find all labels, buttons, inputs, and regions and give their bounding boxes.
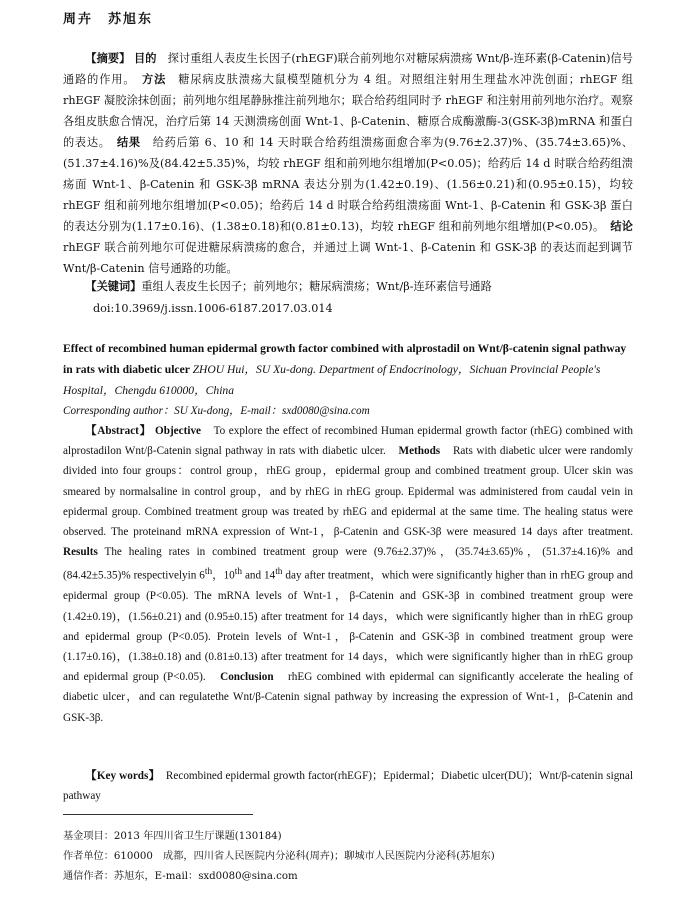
keywords-cn	[63, 276, 633, 297]
abstract-en-results-c: and 14	[242, 570, 276, 583]
abstract-en-objective: To explore the effect of recombined Human epidermal growth factor (rhEG) combined with alprostadilon Wnt/β-Catenin signal pathway in rats with diabetic ulcer.	[63, 425, 634, 458]
keywords-en-tag: 【Key words】	[85, 770, 155, 782]
english-title-text: Effect of recombined human epidermal growth factor combined with alprostadil on Wnt/β-catenin signal pathway in rats with diabetic ulcer	[63, 342, 627, 376]
abstract-cn-methods-label: 方法	[141, 72, 167, 86]
abstract-cn-tag: 【摘要】	[85, 51, 131, 65]
abstract-en-methods-label: Methods	[398, 445, 441, 458]
abstract-cn	[63, 48, 633, 279]
keywords-cn-tag: 【关键词】	[85, 279, 142, 293]
abstract-en-tag: 【Abstract】	[85, 425, 152, 437]
abstract-cn-objective: 探讨重组人表皮生长因子(rhEGF)联合前列地尔对糖尿病溃疡 Wnt/β-连环素(β-Catenin)信号通路的作用。	[63, 52, 633, 86]
keywords-cn-text: 重组人表皮生长因子；前列地尔；糖尿病溃疡；Wnt/β-连环素信号通路	[141, 280, 492, 293]
keywords-en-text: Recombined epidermal growth factor(rhEGF)；Epidermal；Diabetic ulcer(DU)；Wnt/β-catenin signal pathway	[63, 770, 633, 803]
english-authors: ZHOU Hui，SU Xu-dong. Department of Endocrinology，Sichuan Provincial People's Hospital，Chengdu 610000，China	[63, 363, 601, 397]
abstract-cn-objective-label: 目的	[134, 51, 157, 65]
doi-line: doi:10.3969/j.issn.1006-6187.2017.03.014	[93, 302, 333, 315]
superscript-th-2: th	[234, 567, 243, 578]
abstract-en-results-b: ，10	[212, 570, 235, 583]
abstract-en	[63, 421, 633, 728]
abstract-cn-results-label: 结果	[116, 135, 141, 149]
footnote-affiliation: 作者单位：610000 成都，四川省人民医院内分泌科(周卉)；聊城市人民医院内分泌科(苏旭东)	[63, 851, 495, 862]
abstract-en-objective-label: Objective	[155, 425, 202, 437]
abstract-cn-methods: 糖尿病皮肤溃疡大鼠模型随机分为 4 组。对照组注射用生理盐水冲洗创面；rhEGF 组 rhEGF 凝胶涂抹创面；前列地尔组尾静脉推注前列地尔；联合给药组同时予 rhEGF 和注射用前列地尔治疗。观察各组皮肤愈合情况，治疗后第 14 天测溃疡创面 Wnt-1、β-Catenin、糖原合成酶激酶-3(GSK-3β)mRNA 和蛋白的表达。	[63, 73, 633, 149]
abstract-cn-conclusion-label: 结论	[610, 219, 633, 233]
english-title	[63, 338, 633, 401]
abstract-en-methods: Rats with diabetic ulcer were randomly divided into four groups：control group，rhEG group，epidermal group and combined treatment group. Ulcer skin was smeared by normalsaline in control group，and by rhEG in rhEG group. Epidermal was administered from caudal vein in epidermal group. Combined treatment group was treated by rhEG and epidermal at the same time. The healing status were observed. The proteinand mRNA expression of Wnt-1，β-Catenin and GSK-3β were measured 14 days after treatment.	[63, 445, 633, 539]
abstract-cn-conclusion: rhEGF 联合前列地尔可促进糖尿病溃疡的愈合，并通过上调 Wnt-1、β-Catenin 和 GSK-3β 的表达而起到调节 Wnt/β-Catenin 信号通路的功能。	[63, 241, 633, 275]
corresponding-author-en: Corresponding author：SU Xu-dong，E-mail：sxd0080@sina.com	[63, 405, 370, 417]
abstract-cn-results: 给药后第 6、10 和 14 天时联合给药组溃疡面愈合率为(9.76±2.37)%、(35.74±3.65)%、(51.37±4.16)%及(84.42±5.35)%，均较 rhEGF 组和前列地尔组增加(P<0.05)；给药后 14 d 时联合给药组溃疡面 Wnt-1、β-Catenin 和 GSK-3β mRNA 表达分别为(1.42±0.19)、(1.56±0.21)和(0.95±0.15)，均较 rhEGF 组和前列地尔组增加(P<0.05)；给药后 14 d 时联合给药组溃疡面 Wnt-1、β-Catenin 和 GSK-3β 蛋白的表达分别为(1.17±0.16)、(1.38±0.18)和(0.81±0.13)，均较 rhEGF 组和前列地尔组增加(P<0.05)。	[63, 136, 633, 233]
superscript-th-3: th	[275, 567, 283, 578]
superscript-th-1: th	[204, 567, 213, 578]
abstract-en-results-a: The healing rates in combined treatment group were (9.76±2.37)%，(35.74±3.65)%，(51.37±4.16)% and (84.42±5.35)% respectivelyin 6	[63, 546, 633, 583]
abstract-en-results-d: day after treatment，which were significantly higher than in rhEG group and epidermal group (P<0.05). The mRNA levels of Wnt-1，β-Catenin and GSK-3β in combined treatment group were (1.42±0.19)，(1.56±0.21) and (0.95±0.15) after treatment for 14 days，which were significantly higher than in rhEG group and epidermal group (P<0.05). Protein levels of Wnt-1，β-Catenin and GSK-3β in combined treatment group were (1.17±0.16)，(1.38±0.18) and (0.81±0.13) after treatment for 14 days，which were significantly higher than in rhEG group and epidermal group (P<0.05).	[63, 570, 633, 684]
running-head: 周卉 苏旭东	[63, 12, 154, 27]
abstract-en-conclusion-label: Conclusion	[220, 671, 274, 684]
footnote-fund: 基金项目：2013 年四川省卫生厅课题(130184)	[63, 831, 282, 842]
abstract-en-results-label: Results	[63, 546, 98, 559]
footnote-correspondence: 通信作者：苏旭东，E-mail：sxd0080@sina.com	[63, 871, 298, 882]
footnote-divider	[63, 814, 253, 815]
abstract-en-conclusion: rhEG combined with epidermal can significantly accelerate the healing of diabetic ulcer，and can regulatethe Wnt/β-Catenin signal pathway by increasing the expression of Wnt-1，β-Catenin and GSK-3β.	[63, 671, 633, 724]
keywords-en	[63, 766, 633, 806]
